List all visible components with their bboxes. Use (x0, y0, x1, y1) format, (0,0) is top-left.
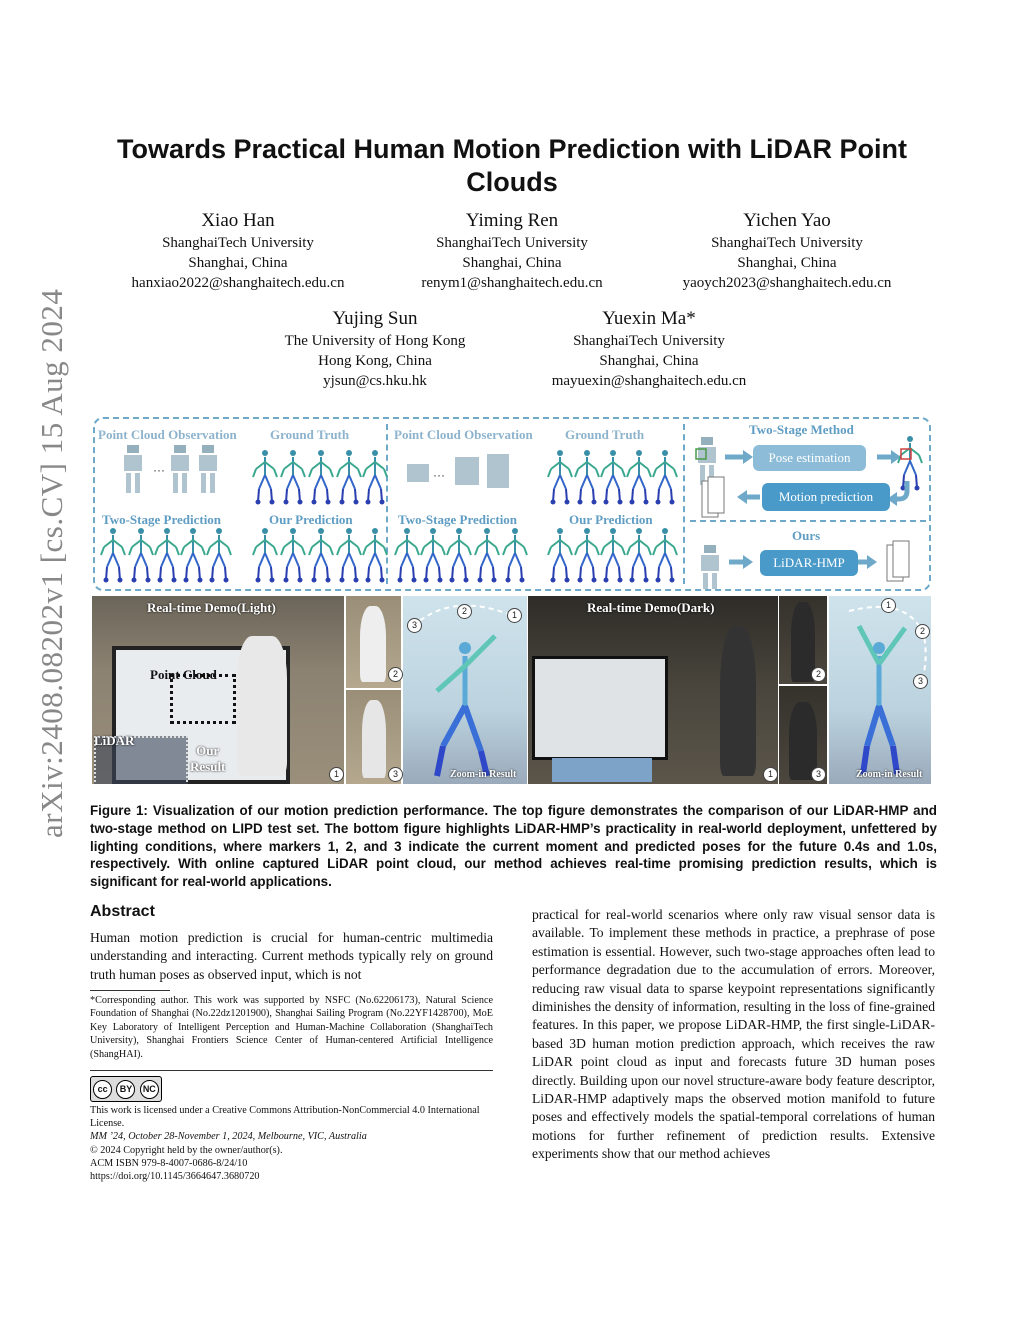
author-location: Shanghai, China (737, 255, 837, 271)
author-name: Yiming Ren (465, 210, 559, 231)
author-affiliation: ShanghaiTech University (711, 235, 863, 251)
isbn: ACM ISBN 979-8-4007-0686-8/24/10 (90, 1157, 248, 1169)
license-text: This work is licensed under a Creative Commons Attribution-NonCommercial 4.0 International License. (90, 1105, 480, 1130)
license-block (90, 1104, 493, 1183)
nc-icon: NC (140, 1080, 159, 1099)
label-two-stage-method: Two-Stage Method (749, 422, 854, 437)
label-lidar: LiDAR (94, 733, 135, 748)
author-name: Yujing Sun (332, 308, 418, 329)
author-email: yjsun@cs.hku.hk (323, 373, 427, 389)
label-point-cloud-observation: Point Cloud Observation (98, 427, 237, 442)
arxiv-identifier: arXiv:2408.08202v1 [cs.CV] 15 Aug 2024 (34, 288, 69, 838)
footnote: *Corresponding author. This work was supported by NSFC (No.62206173), Natural Science Foundation of Shanghai (No.22dz1201900), Shanghai Sailing Program (No.22YF1428700), MoE Key Laboratory of Intelligent Perception and Human-Machine Collaboration (ShanghaiTech University), Shanghai Frontiers Science Center of Human-centered Artificial Intelligence (ShangHAI). (90, 995, 493, 1060)
author-location: Shanghai, China (599, 353, 699, 369)
author-name: Xiao Han (201, 210, 275, 231)
author-affiliation: ShanghaiTech University (573, 333, 725, 349)
license-rule (90, 1070, 493, 1071)
abstract-text-right: practical for real-world scenarios where only raw visual sensor data is available. To implement these methods in practice, a prephrase of pose estimation is essential. However, such two-stage approaches often lead to performance degradation due to the accumulation of errors. Moreover, reducing raw visual data to sparse keypoint representations significantly diminishes the density of information, resulting in the loss of fine-grained features. In this paper, we propose LiDAR-HMP, the first single-LiDAR-based 3D human motion prediction approach, which receives the raw LiDAR point cloud as input and forecasts future 3D human poses directly. Building upon our novel structure-aware body feature descriptor, LiDAR-HMP adaptively maps the observed motion manifold to future poses and effectively models the spatial-temporal correlations of human motions for further refinement of prediction results. Extensive experiments show that our method achieves (532, 907, 935, 1162)
author-block (235, 307, 515, 391)
marker-3: 3 (913, 674, 928, 689)
label-two-stage-prediction: Two-Stage Prediction (398, 512, 518, 527)
label-ours: Ours (792, 528, 821, 543)
marker-1: 1 (881, 598, 896, 613)
zoom-in-light (403, 596, 527, 784)
copyright: © 2024 Copyright held by the owner/author(s). (90, 1144, 283, 1156)
author-affiliation: The University of Hong Kong (284, 333, 466, 349)
figure-caption: Figure 1: Visualization of our motion prediction performance. The top figure demonstrates the comparison of our LiDAR-HMP and two-stage method on LIPD test set. The bottom figure highlights LiDAR-HMP’s practicality in real-world deployment, unfettered by lighting conditions, where markers 1, 2, and 3 indicate the current moment and predicted poses for the future 0.4s and 1.0s, respectively. With online captured LiDAR point cloud, our method achieves real-time promising prediction results, which is significant for real-world applications. (90, 803, 937, 890)
by-icon: BY (116, 1080, 135, 1099)
author-location: Shanghai, China (462, 255, 562, 271)
marker-3: 3 (811, 767, 826, 782)
author-location: Shanghai, China (188, 255, 288, 271)
author-block (372, 209, 652, 293)
marker-3: 1 (507, 608, 522, 623)
pose-estimation-box: Pose estimation (753, 445, 866, 471)
abstract-text-left: Human motion prediction is crucial for human-centric multimedia understanding and interacting. Current methods typically rely on ground truth human poses as observed input, which is not (90, 930, 493, 982)
author-email: mayuexin@shanghaitech.edu.cn (551, 373, 747, 389)
label-point-cloud: Point Cloud (150, 667, 217, 682)
marker-2: 2 (457, 604, 472, 619)
marker-2: 2 (388, 667, 403, 682)
marker-2: 2 (915, 624, 930, 639)
label-our-result: Our Result (190, 743, 226, 774)
label-zoom-in: Zoom-in Result (856, 769, 923, 780)
motion-prediction-box: Motion prediction (762, 483, 890, 511)
author-block (647, 209, 927, 293)
label-our-prediction: Our Prediction (569, 512, 653, 527)
label-point-cloud-observation: Point Cloud Observation (394, 427, 533, 442)
author-affiliation: ShanghaiTech University (162, 235, 314, 251)
paper-title: Towards Practical Human Motion Prediction with LiDAR Point Clouds (116, 134, 908, 197)
label-demo-light: Real-time Demo(Light) (147, 600, 276, 615)
author-email: yaoych2023@shanghaitech.edu.cn (682, 275, 892, 291)
marker-3: 3 (388, 767, 403, 782)
author-name: Yuexin Ma* (602, 308, 696, 329)
cc-license-badge (90, 1076, 162, 1102)
svg-text:···: ··· (433, 468, 445, 482)
author-block (98, 209, 378, 293)
author-email: hanxiao2022@shanghaitech.edu.cn (131, 275, 345, 291)
label-ground-truth: Ground Truth (565, 427, 645, 442)
marker-1: 3 (407, 618, 422, 633)
venue: MM ’24, October 28-November 1, 2024, Melbourne, VIC, Australia (90, 1131, 367, 1143)
abstract-heading: Abstract (90, 903, 155, 920)
marker-1: 1 (763, 767, 778, 782)
label-our-prediction: Our Prediction (269, 512, 353, 527)
marker-1: 1 (329, 767, 344, 782)
cc-icon: cc (93, 1080, 112, 1099)
photo-demo-dark (528, 596, 778, 784)
author-email: renym1@shanghaitech.edu.cn (421, 275, 603, 291)
label-two-stage-prediction: Two-Stage Prediction (102, 512, 222, 527)
author-location: Hong Kong, China (318, 353, 432, 369)
zoom-in-dark (829, 596, 931, 784)
zoom-skeleton-dark (829, 596, 931, 784)
author-block (509, 307, 789, 391)
author-affiliation: ShanghaiTech University (436, 235, 588, 251)
author-name: Yichen Yao (743, 210, 831, 231)
lidar-hmp-box: LiDAR-HMP (760, 550, 858, 576)
marker-2: 2 (811, 667, 826, 682)
footnote-rule (90, 990, 170, 991)
svg-text:···: ··· (153, 463, 165, 477)
label-zoom-in: Zoom-in Result (450, 769, 517, 780)
label-ground-truth: Ground Truth (270, 427, 350, 442)
doi-link[interactable]: https://doi.org/10.1145/3664647.3680720 (90, 1171, 260, 1183)
label-demo-dark: Real-time Demo(Dark) (587, 600, 715, 615)
